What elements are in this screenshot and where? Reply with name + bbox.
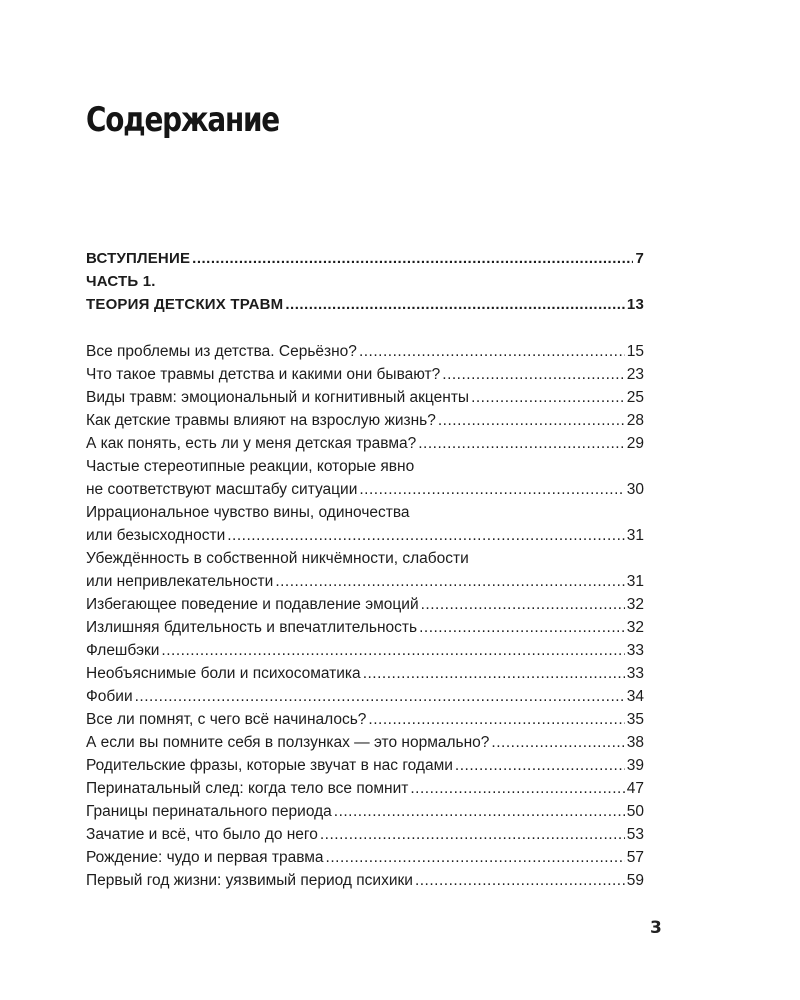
toc-entry-page: 23: [626, 366, 644, 383]
toc-entry-label: ТЕОРИЯ ДЕТСКИХ ТРАВМ: [86, 296, 284, 313]
toc-entry-page: 25: [626, 389, 644, 406]
toc-entry[interactable]: [86, 823, 644, 846]
toc-entry-page: 35: [626, 711, 644, 728]
toc-entry-label: Избегающее поведение и подавление эмоций: [86, 596, 419, 613]
toc-entry-label: Необъяснимые боли и психосоматика: [86, 665, 361, 682]
toc-entry-label: Виды травм: эмоциональный и когнитивный акценты: [86, 389, 470, 406]
dot-leader: [192, 247, 633, 270]
toc-entry-page: 31: [626, 527, 644, 544]
toc-entry-label: Частые стереотипные реакции, которые явно: [86, 458, 415, 475]
toc-entry-label: Иррациональное чувство вины, одиночества: [86, 504, 410, 521]
dot-leader: [491, 731, 624, 754]
dot-leader: [227, 524, 625, 547]
toc-entry-label: Первый год жизни: уязвимый период психики: [86, 872, 413, 889]
toc-entry[interactable]: [86, 593, 644, 616]
toc-entry-page: 50: [626, 803, 644, 820]
toc-entry-label: или безысходности: [86, 527, 226, 544]
toc-entry-label: Перинатальный след: когда тело все помнит: [86, 780, 409, 797]
toc-entry-page: 34: [626, 688, 644, 705]
toc-entry-label: А если вы помните себя в ползунках — это нормально?: [86, 734, 490, 751]
toc-entry-page: 30: [626, 481, 644, 498]
toc-entry-page: 47: [626, 780, 644, 797]
toc-entry[interactable]: [86, 524, 644, 547]
toc-entry-page: 29: [626, 435, 644, 452]
toc-entry: [86, 455, 644, 478]
dot-leader: [418, 432, 625, 455]
dot-leader: [471, 386, 625, 409]
toc-entry: [86, 270, 644, 293]
toc-entry[interactable]: [86, 247, 644, 270]
toc-entry[interactable]: [86, 754, 644, 777]
toc-entry[interactable]: [86, 432, 644, 455]
toc-entry-label: Как детские травмы влияют на взрослую жизнь?: [86, 412, 436, 429]
toc-entry-page: 32: [626, 619, 644, 636]
toc-entry[interactable]: [86, 616, 644, 639]
toc-entry-page: 57: [626, 849, 644, 866]
dot-leader: [161, 639, 624, 662]
dot-leader: [320, 823, 625, 846]
dot-leader: [421, 593, 625, 616]
toc-entry-label: Рождение: чудо и первая травма: [86, 849, 324, 866]
toc-entry-label: или непривлекательности: [86, 573, 274, 590]
dot-leader: [275, 570, 624, 593]
toc-entry[interactable]: [86, 340, 644, 363]
toc-entry[interactable]: [86, 777, 644, 800]
toc-entry[interactable]: [86, 708, 644, 731]
toc-entry-page: 28: [626, 412, 644, 429]
toc-entry-page: 32: [626, 596, 644, 613]
dot-leader: [415, 869, 625, 892]
page-number: 3: [650, 918, 662, 938]
page-title: Содержание: [86, 100, 279, 140]
toc-entry[interactable]: [86, 731, 644, 754]
toc-entry: [86, 547, 644, 570]
toc-entry[interactable]: [86, 685, 644, 708]
toc-entry-label: А как понять, есть ли у меня детская травма?: [86, 435, 417, 452]
toc-entry-page: 53: [626, 826, 644, 843]
toc-entry-label: Все проблемы из детства. Серьёзно?: [86, 343, 357, 360]
toc-entry[interactable]: [86, 846, 644, 869]
toc-entry-label: Излишняя бдительность и впечатлительность: [86, 619, 418, 636]
dot-leader: [334, 800, 625, 823]
toc-entry-label: Что такое травмы детства и какими они бывают?: [86, 366, 441, 383]
dot-leader: [359, 478, 624, 501]
toc-entry-label: Флешбэки: [86, 642, 160, 659]
toc-entry[interactable]: [86, 639, 644, 662]
toc-entry[interactable]: [86, 293, 644, 316]
toc-entry-page: 38: [626, 734, 644, 751]
toc-entry[interactable]: [86, 800, 644, 823]
toc-entry[interactable]: [86, 570, 644, 593]
dot-leader: [419, 616, 625, 639]
toc-entry-label: не соответствуют масштабу ситуации: [86, 481, 358, 498]
dot-leader: [135, 685, 625, 708]
toc-entry-page: 31: [626, 573, 644, 590]
toc-entry-label: Убеждённость в собственной никчёмности, слабости: [86, 550, 469, 567]
toc-entry-label: Все ли помнят, с чего всё начиналось?: [86, 711, 367, 728]
toc-entry-label: Фобии: [86, 688, 133, 705]
toc-entry-label: ЧАСТЬ 1.: [86, 273, 156, 290]
toc-entry[interactable]: [86, 409, 644, 432]
toc-entry[interactable]: [86, 478, 644, 501]
toc-entry-page: 7: [635, 250, 644, 267]
dot-leader: [442, 363, 624, 386]
toc-entry-page: 33: [626, 665, 644, 682]
toc-entry-page: 59: [626, 872, 644, 889]
toc-entry-page: 15: [626, 343, 644, 360]
dot-leader: [368, 708, 624, 731]
toc-entry-page: 13: [626, 296, 644, 313]
dot-leader: [363, 662, 625, 685]
dot-leader: [410, 777, 624, 800]
toc-entry-page: 33: [626, 642, 644, 659]
toc-list: [86, 340, 644, 892]
dot-leader: [326, 846, 625, 869]
dot-leader: [359, 340, 625, 363]
toc-entry-label: Границы перинатального периода: [86, 803, 332, 820]
dot-leader: [285, 293, 625, 316]
toc-entry[interactable]: [86, 386, 644, 409]
toc-entry[interactable]: [86, 869, 644, 892]
toc-major-section: [86, 247, 644, 316]
toc-entry[interactable]: [86, 662, 644, 685]
dot-leader: [455, 754, 625, 777]
toc-entry: [86, 501, 644, 524]
toc-entry-label: ВСТУПЛЕНИЕ: [86, 250, 191, 267]
toc-entry-page: 39: [626, 757, 644, 774]
dot-leader: [438, 409, 625, 432]
toc-entry[interactable]: [86, 363, 644, 386]
toc-entry-label: Родительские фразы, которые звучат в нас годами: [86, 757, 453, 774]
toc-entry-label: Зачатие и всё, что было до него: [86, 826, 318, 843]
